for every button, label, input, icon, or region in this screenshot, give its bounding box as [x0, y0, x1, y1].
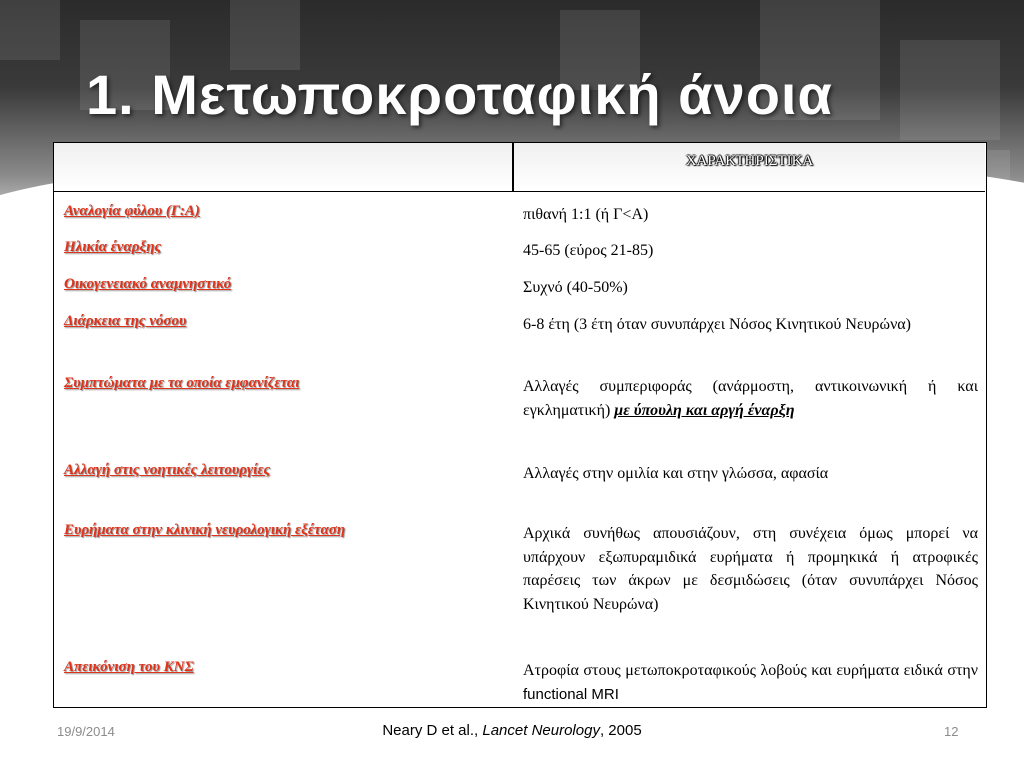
row-label: Οικογενειακό αναμνηστικό — [64, 276, 232, 292]
row-label: Συμπτώματα με τα οποία εμφανίζεται — [64, 375, 300, 391]
row-label: Ευρήματα στην κλινική νευρολογική εξέταση — [64, 522, 346, 538]
footer-date: 19/9/2014 — [57, 724, 115, 739]
row-value-text: Ατροφία στους μετωποκροταφικούς λοβούς και ευρήματα ειδικά στην — [523, 662, 978, 679]
row-label: Διάρκεια της νόσου — [64, 313, 187, 329]
row-value-text: Αλλαγές συμπεριφοράς (ανάρμοστη, αντικοινωνική ή και εγκληματική) — [523, 378, 978, 419]
footer-reference — [0, 722, 1024, 739]
slide-title: 1. Μετωποκροταφική άνοια — [86, 63, 833, 126]
row-value — [523, 375, 978, 422]
row-value: 6-8 έτη (3 έτη όταν συνυπάρχει Νόσος Κινητικού Νευρώνα) — [523, 316, 912, 333]
row-label: Αναλογία φύλου (Γ:Α) — [64, 203, 200, 219]
row-value: πιθανή 1:1 (ή Γ<Α) — [523, 206, 649, 223]
row-label: Αλλαγή στις νοητικές λειτουργίες — [64, 462, 271, 478]
page-number: 12 — [944, 724, 959, 739]
row-value-emphasis: με ύπουλη και αργή έναρξη — [614, 401, 795, 419]
reference-year: , 2005 — [599, 722, 642, 739]
row-value: 45-65 (εύρος 21-85) — [523, 242, 654, 259]
table-header-characteristics: ΧΑΡΑΚΤΗΡΙΣΤΙΚΑ — [685, 153, 814, 169]
row-value: Συχνό (40-50%) — [523, 279, 628, 296]
row-label: Απεικόνιση του ΚΝΣ — [64, 659, 194, 675]
row-label: Ηλικία έναρξης — [64, 239, 162, 255]
row-value: Αλλαγές στην ομιλία και στην γλώσσα, αφασία — [523, 465, 829, 482]
characteristics-table — [53, 142, 987, 708]
row-value-suffix: functional MRI — [523, 685, 619, 703]
row-value — [523, 659, 978, 706]
table-header-row — [54, 143, 985, 192]
reference-journal: Lancet Neurology — [482, 722, 600, 739]
reference-authors: Neary D et al., — [382, 722, 483, 739]
row-value: Αρχικά συνήθως απουσιάζουν, στη συνέχεια όμως μπορεί να υπάρχουν εξωπυραμιδικά ευρήματα ή προμηκικά ή ατροφικές παρέσεις των άκρων με δεσμιδώσεις (όταν συνυπάρχει Νόσος Κινητικού Νευρώνα) — [523, 525, 978, 613]
